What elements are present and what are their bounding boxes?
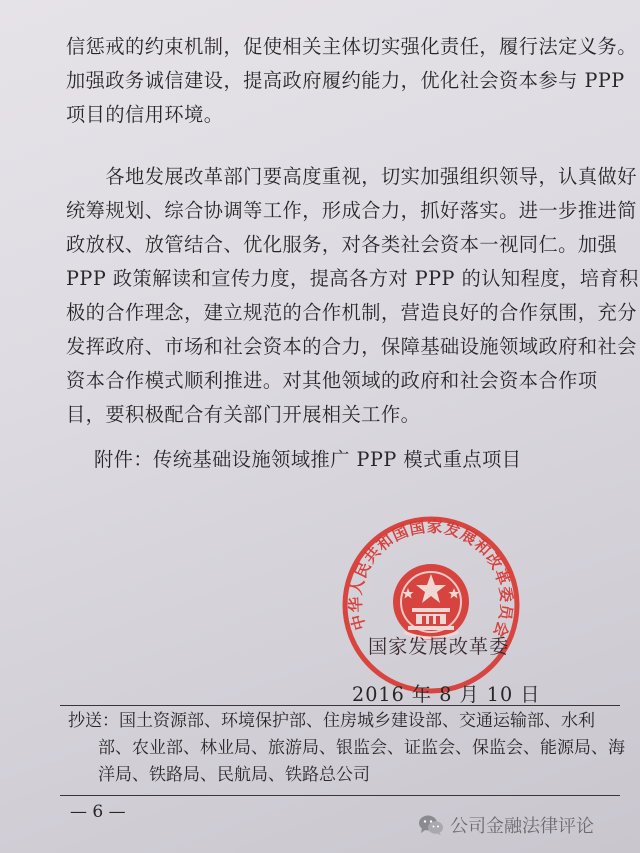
issue-date: 2016 年 8 月 10 日 [352,683,541,706]
text-line: 统筹规划、综合协调等工作，形成合力，抓好落实。进一步推进简 [66,199,637,222]
paragraph-2 [66,160,639,432]
cc-row: 抄送：国土资源部、环境保护部、住房城乡建设部、交通运输部、水利 [68,711,595,731]
text-line: 项目的信用环境。 [66,103,224,126]
text-line: PPP 政策解读和宣传力度，提高各方对 PPP 的认知程度，培育积 [66,267,639,290]
cc-row: 部、农业部、林业局、旅游局、银监会、证监会、保监会、能源局、海 [98,738,625,758]
text-line: 信惩戒的约束机制，促使相关主体切实强化责任，履行法定义务。 [66,35,637,58]
national-emblem-icon [393,564,469,640]
text-line: 加强政务诚信建设，提高政府履约能力，优化社会资本参与 PPP [66,69,625,92]
text-line: 发挥政府、市场和社会资本的合力，保障基础设施领域政府和社会 [66,335,637,358]
divider-bottom [60,795,620,796]
paragraph-1 [66,30,637,132]
text-line: 极的合作理念，建立规范的合作机制，营造良好的合作氛围，充分 [66,301,637,324]
text-line: 目，要积极配合有关部门开展相关工作。 [66,403,421,426]
text-line: 各地发展改革部门要高度重视，切实加强组织领导，认真做好 [66,165,637,188]
watermark [418,810,594,840]
cc-list [68,708,628,789]
attachment-note: 附件：传统基础设施领域推广 PPP 模式重点项目 [94,448,522,471]
text-line: 资本合作模式顺利推进。对其他领域的政府和社会资本合作项 [66,369,598,392]
wechat-icon [418,814,444,836]
body-text [66,30,639,432]
cc-row: 洋局、铁路局、民航局、铁路总公司 [98,765,370,785]
divider-top [60,705,620,706]
seal-text: 中华人民共和国国家发展和改革委员会 [345,516,517,641]
watermark-text: 公司金融法律评论 [450,816,594,836]
page-number: — 6 — [70,802,126,822]
text-line: 政放权、放管结合、优化服务，对各类社会资本一视同仁。加强 [66,233,618,256]
signatory: 国家发展改革委 [368,635,510,658]
official-seal [336,510,526,700]
